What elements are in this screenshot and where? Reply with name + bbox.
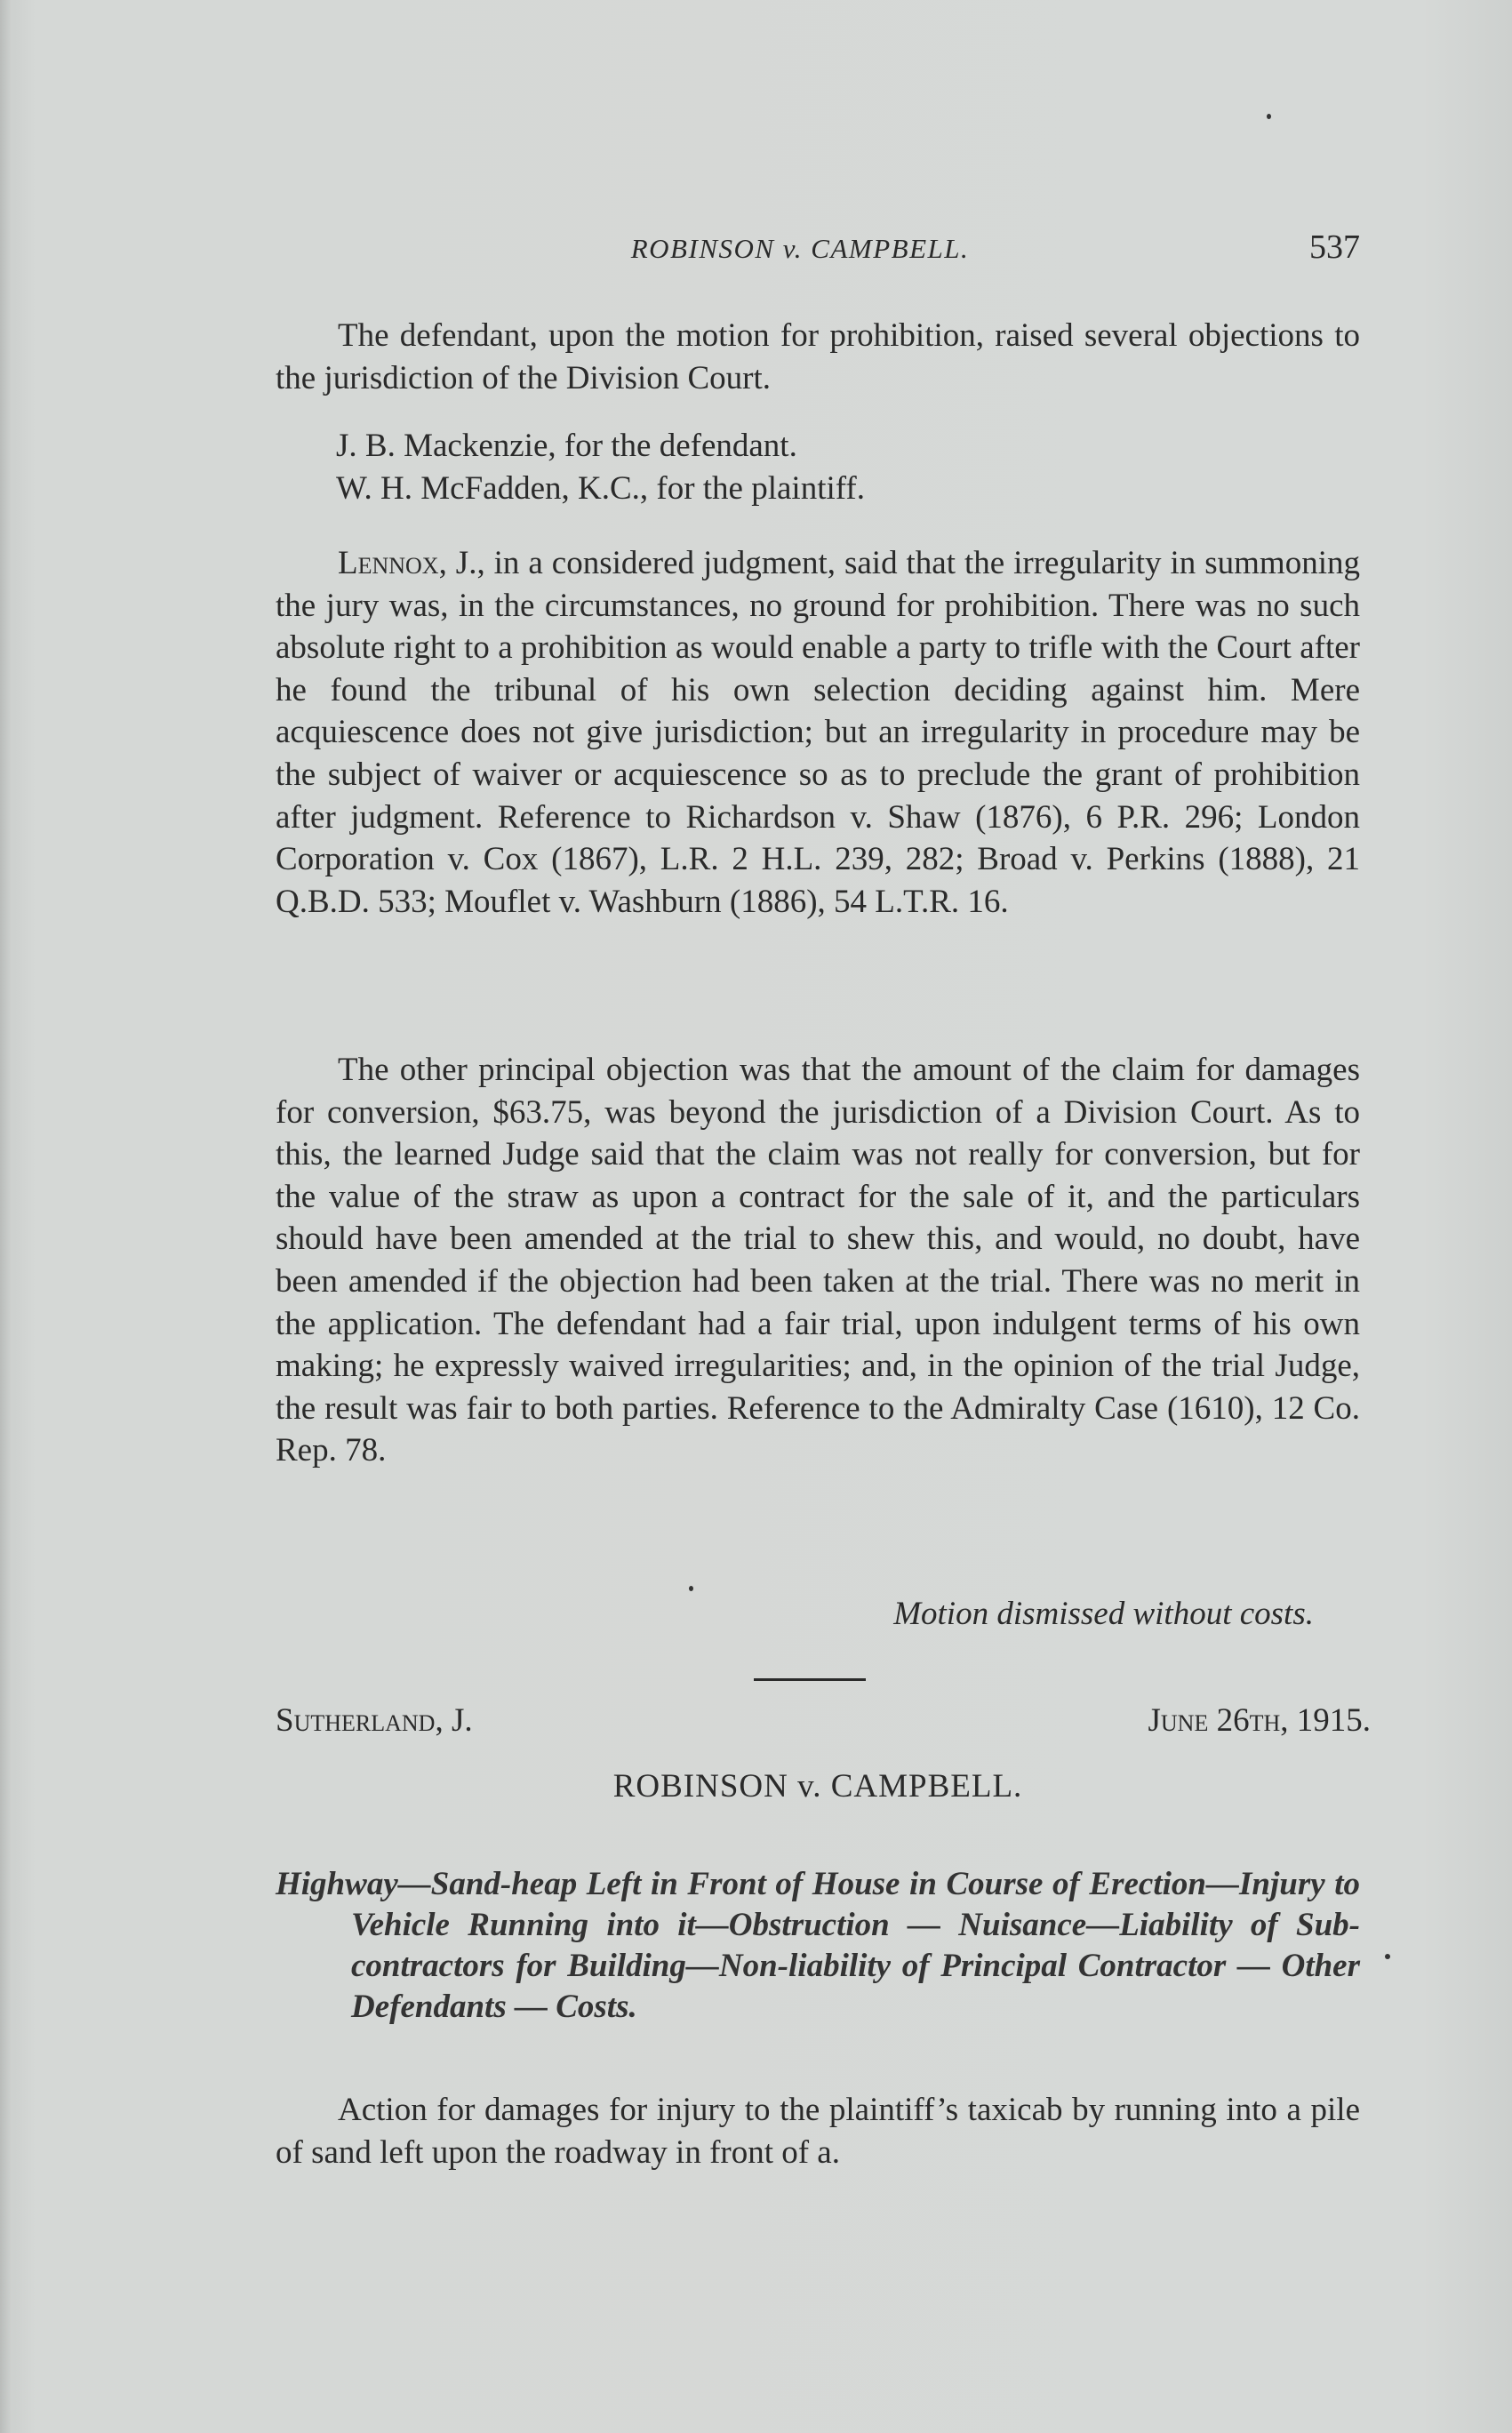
intro-paragraph: The defendant, upon the motion for prohibition, raised several objections to the jurisdiction of the Division Court.	[276, 317, 1360, 396]
next-case-title: ROBINSON v. CAMPBELL.	[612, 1768, 1023, 1805]
next-case-date: June 26th, 1915.	[1148, 1702, 1371, 1739]
judgment-paragraph-2: The other principal objection was that the amount of the claim for damages for conversion, $63.75, was beyond the jurisdiction of a Division Court. As to this, the learned Judge said that the claim was not really for conversion, but for the value of the straw as upon a contract for the sale of it, and the particulars should have been amended at the trial to shew this, and would, no doubt, have been amended if the objection had been taken at the trial. There was no merit in the application. The defendant had a fair trial, upon indulgent terms of his own making; he expressly waived irregularities; and, in the opinion of the trial Judge, the result was fair to both parties. Reference to the Admiralty Case (1610), 12 Co. Rep. 78.	[276, 1052, 1360, 1469]
page-speck	[1385, 1954, 1390, 1959]
page-speck	[689, 1586, 693, 1591]
page-speck	[1267, 114, 1271, 119]
running-title: ROBINSON v. CAMPBELL.	[630, 233, 970, 264]
running-header	[276, 228, 1360, 272]
judgment-result: Motion dismissed without costs.	[893, 1596, 1314, 1632]
section-divider	[754, 1678, 866, 1681]
judgment-paragraph-1	[276, 542, 1360, 923]
judgment-text-1: , J., in a considered judgment, said that the irregularity in summoning the jury was, in the circumstances, no ground for prohibition. There was no such absolute right to a prohibition as would enable a party to trifle with the Court after he found the tribunal of his own selection deciding against him. Mere acquiescence does not give jurisdiction; but an irregularity in procedure may be the subject of waiver or acquiescence so as to preclude the grant of prohibition after judgment. Reference to Richardson v. Shaw (1876), 6 P.R. 296; London Corporation v. Cox (1867), L.R. 2 H.L. 239, 282; Broad v. Perkins (1888), 21 Q.B.D. 533; Mouflet v. Washburn (1886), 54 L.T.R. 16.	[276, 545, 1360, 920]
binding-edge	[0, 0, 12, 2433]
counsel-plaintiff: W. H. McFadden, K.C., for the plaintiff.	[336, 470, 865, 507]
page-number: 537	[1309, 228, 1360, 266]
next-case-judge: Sutherland, J.	[276, 1702, 473, 1739]
next-case-headnote: Highway—Sand-heap Left in Front of House in Course of Erection—Injury to Vehicle Running into it—Obstruction — Nuisance—Liability of Sub-contractors for Building—Non-liability of Principal Contractor — Other Defendants — Costs.	[276, 1866, 1360, 2025]
next-case-opening: Action for damages for injury to the plaintiff’s taxicab by running into a pile of sand left upon the roadway in front of a.	[276, 2092, 1360, 2171]
counsel-defendant: J. B. Mackenzie, for the defendant.	[336, 428, 797, 464]
judge-name: Lennox	[338, 545, 439, 581]
